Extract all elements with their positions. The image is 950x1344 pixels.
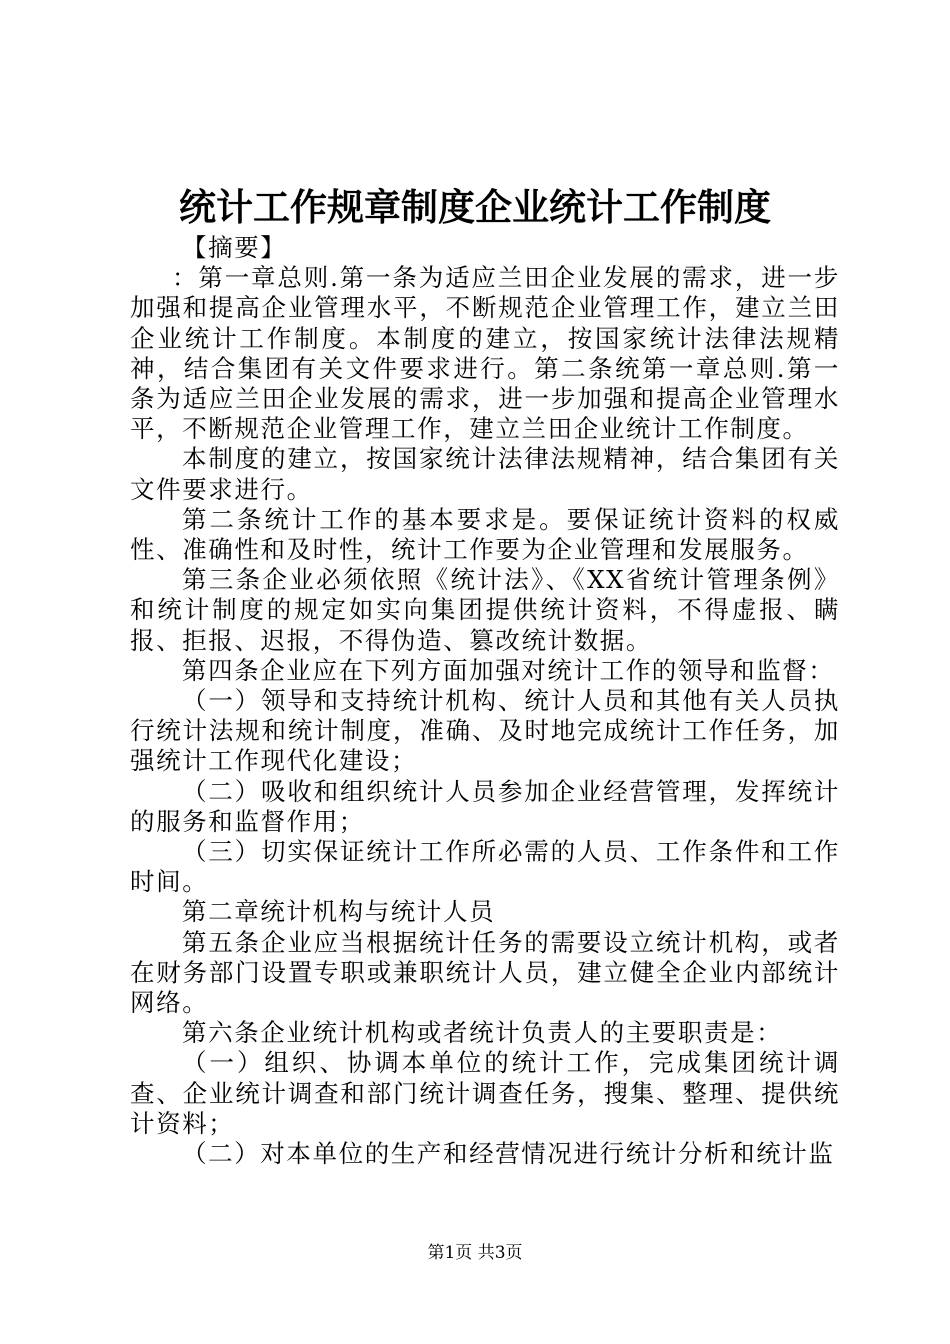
- summary-label: 【摘要】: [182, 233, 287, 262]
- document-body: [130, 233, 840, 1169]
- paragraph: ：第一章总则.第一条为适应兰田企业发展的需求，进一步加强和提高企业管理水平，不断规范企业管理工作，建立兰田企业统计工作制度。本制度的建立，按国家统计法律法规精神，结合集团有关文件要求进行。第二条统第一章总则.第一条为适应兰田企业发展的需求，进一步加强和提高企业管理水平，不断规范企业管理工作，建立兰田企业统计工作制度。: [130, 263, 840, 444]
- paragraph: （一）组织、协调本单位的统计工作，完成集团统计调查、企业统计调查和部门统计调查任务，搜集、整理、提供统计资料；: [130, 1048, 840, 1138]
- paragraph: 本制度的建立，按国家统计法律法规精神，结合集团有关文件要求进行。: [130, 444, 840, 504]
- paragraph: 第六条企业统计机构或者统计负责人的主要职责是：: [182, 1018, 783, 1048]
- paragraph: 第二条统计工作的基本要求是。要保证统计资料的权威性、准确性和及时性，统计工作要为企业管理和发展服务。: [130, 504, 840, 565]
- page-indicator: 第1页 共3页: [427, 1243, 523, 1263]
- paragraph: （一）领导和支持统计机构、统计人员和其他有关人员执行统计法规和统计制度，准确、及时地完成统计工作任务，加强统计工作现代化建设；: [130, 686, 840, 776]
- paragraph: 第三条企业必须依照《统计法》、《XX省统计管理条例》和统计制度的规定如实向集团提供统计资料，不得虚报、瞒报、拒报、迟报，不得伪造、篡改统计数据。: [130, 565, 840, 655]
- document-title: 统计工作规章制度企业统计工作制度: [179, 185, 771, 229]
- paragraph: 第五条企业应当根据统计任务的需要设立统计机构，或者在财务部门设置专职或兼职统计人员，建立健全企业内部统计网络。: [130, 927, 840, 1018]
- paragraph: （三）切实保证统计工作所必需的人员、工作条件和工作时间。: [130, 837, 840, 897]
- paragraph: （二）对本单位的生产和经营情况进行统计分析和统计监: [182, 1139, 835, 1169]
- paragraph: （二）吸收和组织统计人员参加企业经营管理，发挥统计的服务和监督作用；: [130, 776, 840, 836]
- paragraph: 第四条企业应在下列方面加强对统计工作的领导和监督：: [182, 655, 835, 685]
- chapter-heading: 第二章统计机构与统计人员: [182, 897, 496, 927]
